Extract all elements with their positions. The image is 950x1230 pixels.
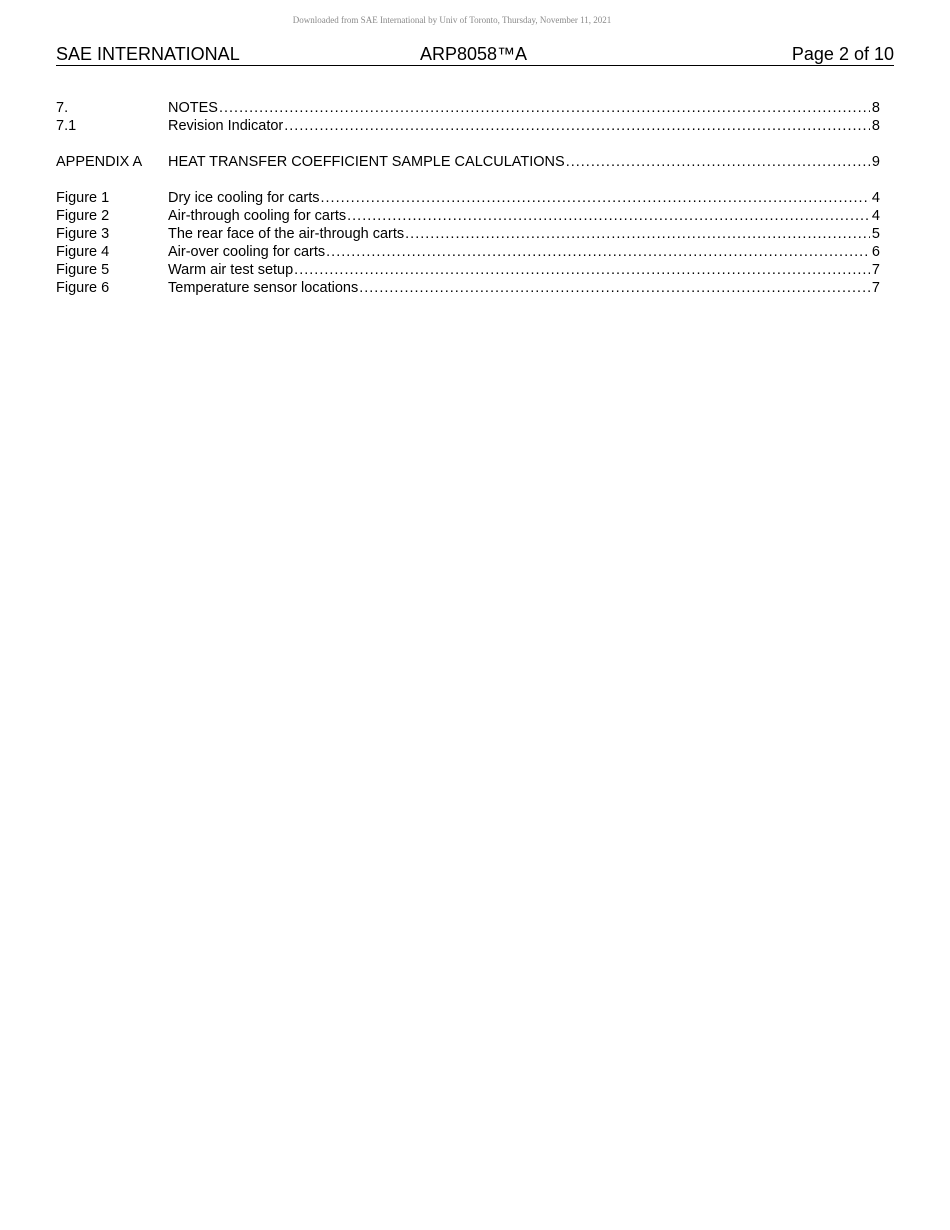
toc-leader-dots (359, 279, 870, 297)
toc-leader-dots (219, 99, 870, 117)
toc-leader-dots (326, 243, 870, 261)
toc-title: HEAT TRANSFER COEFFICIENT SAMPLE CALCULATIONS (168, 154, 565, 170)
toc-entry-figure-5[interactable] (56, 261, 880, 279)
toc-entry-figure-4[interactable] (56, 243, 880, 261)
toc-leader-dots (405, 225, 870, 243)
toc-leader-dots (347, 207, 870, 225)
toc-number: 7. (56, 100, 69, 116)
toc-title: Air-over cooling for carts (168, 244, 326, 260)
toc-title: Dry ice cooling for carts (168, 190, 320, 206)
table-of-contents (56, 99, 880, 297)
toc-entry-figure-2[interactable] (56, 207, 880, 225)
header-organization: SAE INTERNATIONAL (56, 44, 240, 64)
toc-leader-dots (284, 117, 870, 135)
toc-page: 8 (871, 100, 880, 116)
toc-number: Figure 6 (56, 280, 110, 296)
toc-page: 4 (871, 190, 880, 206)
toc-page: 7 (871, 262, 880, 278)
toc-number: 7.1 (56, 118, 77, 134)
header-document-number: ARP8058™A (420, 44, 528, 64)
toc-title: The rear face of the air-through carts (168, 226, 405, 242)
toc-leader-dots (321, 189, 870, 207)
toc-number: Figure 5 (56, 262, 110, 278)
toc-page: 7 (871, 280, 880, 296)
toc-number: APPENDIX A (56, 154, 143, 170)
toc-entry-figure-3[interactable] (56, 225, 880, 243)
toc-number: Figure 1 (56, 190, 110, 206)
toc-entry-appendix-a[interactable] (56, 153, 880, 171)
toc-title: Temperature sensor locations (168, 280, 359, 296)
toc-page: 5 (871, 226, 880, 242)
toc-entry-revision-indicator[interactable] (56, 117, 880, 135)
toc-title: Warm air test setup (168, 262, 294, 278)
toc-number: Figure 2 (56, 208, 110, 224)
toc-number: Figure 3 (56, 226, 110, 242)
toc-leader-dots (294, 261, 870, 279)
toc-leader-dots (566, 153, 870, 171)
toc-title: Revision Indicator (168, 118, 284, 134)
toc-title: Air-through cooling for carts (168, 208, 347, 224)
page-header (56, 43, 894, 66)
toc-page: 6 (871, 244, 880, 260)
toc-entry-notes[interactable] (56, 99, 880, 117)
toc-entry-figure-1[interactable] (56, 189, 880, 207)
toc-page: 9 (871, 154, 880, 170)
header-page-number: Page 2 of 10 (791, 44, 894, 64)
toc-page: 8 (871, 118, 880, 134)
toc-page: 4 (871, 208, 880, 224)
toc-title: NOTES (168, 100, 218, 116)
download-watermark: Downloaded from SAE International by Univ of Toronto, Thursday, November 11, 2021 (292, 15, 612, 25)
toc-entry-figure-6[interactable] (56, 279, 880, 297)
toc-number: Figure 4 (56, 244, 110, 260)
